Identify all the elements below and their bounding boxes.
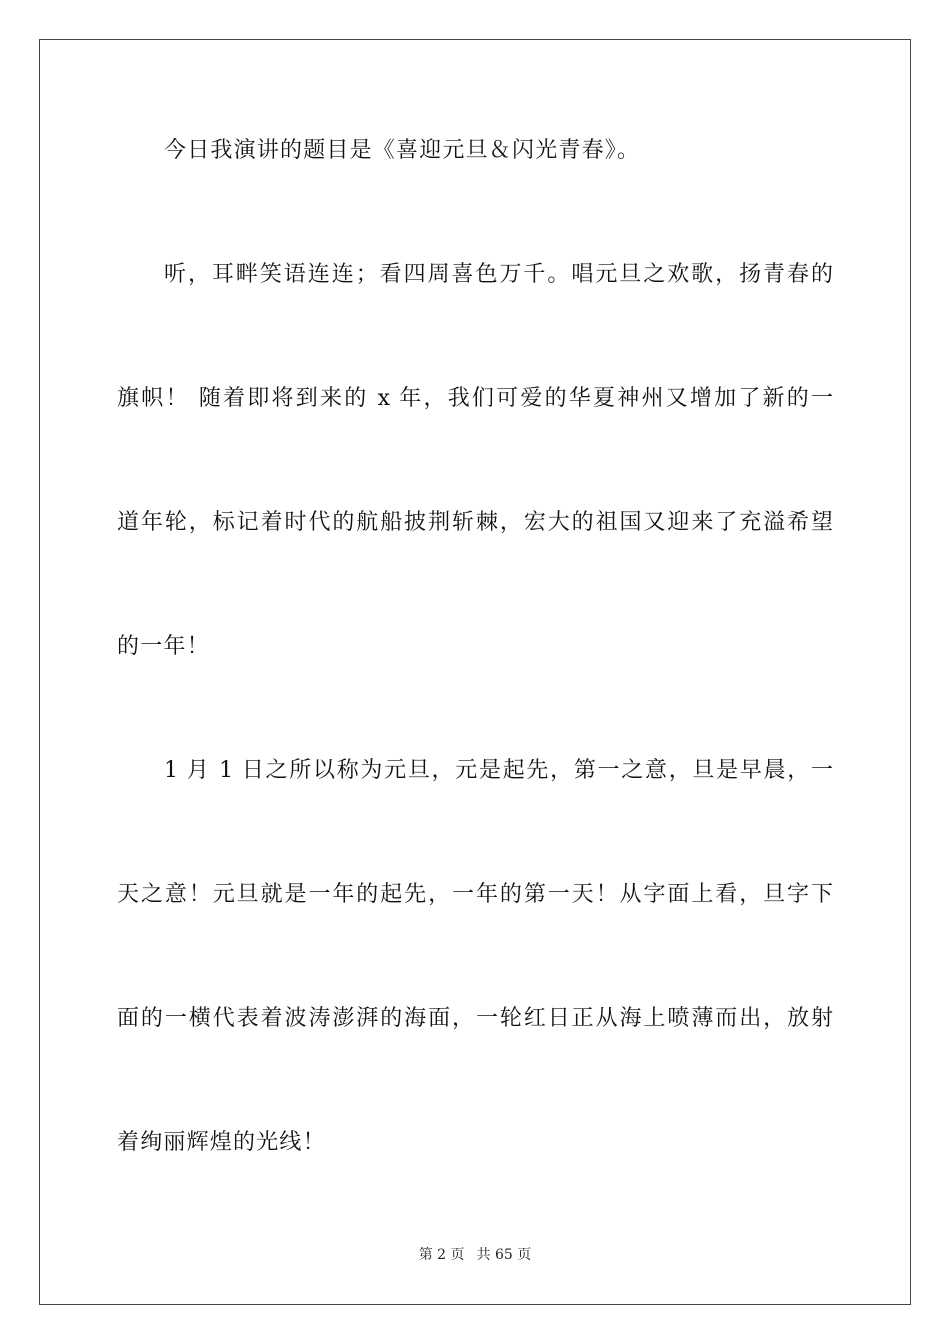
paragraph-line: 听，耳畔笑语连连；看四周喜色万千。唱元旦之欢歌，扬青春的 <box>164 262 833 287</box>
paragraph-line: 的一年！ <box>117 634 210 659</box>
page-footer <box>0 1246 950 1264</box>
paragraph-line: 着绚丽辉煌的光线！ <box>117 1130 326 1155</box>
paragraph-line: 天之意！元旦就是一年的起先，一年的第一天！从字面上看，旦字下 <box>117 882 833 907</box>
paragraph-line: 今日我演讲的题目是《喜迎元旦＆闪光青春》。 <box>164 138 641 163</box>
paragraph-line: 道年轮，标记着时代的航船披荆斩棘，宏大的祖国又迎来了充溢希望 <box>117 510 833 535</box>
page-border <box>39 39 911 1305</box>
total-pages: 共 65 页 <box>476 1247 532 1263</box>
paragraph-line: 旗帜！ 随着即将到来的 x 年，我们可爱的华夏神州又增加了新的一 <box>117 386 833 411</box>
page-number: 第 2 页 <box>418 1247 465 1263</box>
paragraph-line: 1 月 1 日之所以称为元旦，元是起先，第一之意，旦是早晨，一 <box>164 758 833 783</box>
paragraph-line: 面的一横代表着波涛澎湃的海面，一轮红日正从海上喷薄而出，放射 <box>117 1006 833 1031</box>
